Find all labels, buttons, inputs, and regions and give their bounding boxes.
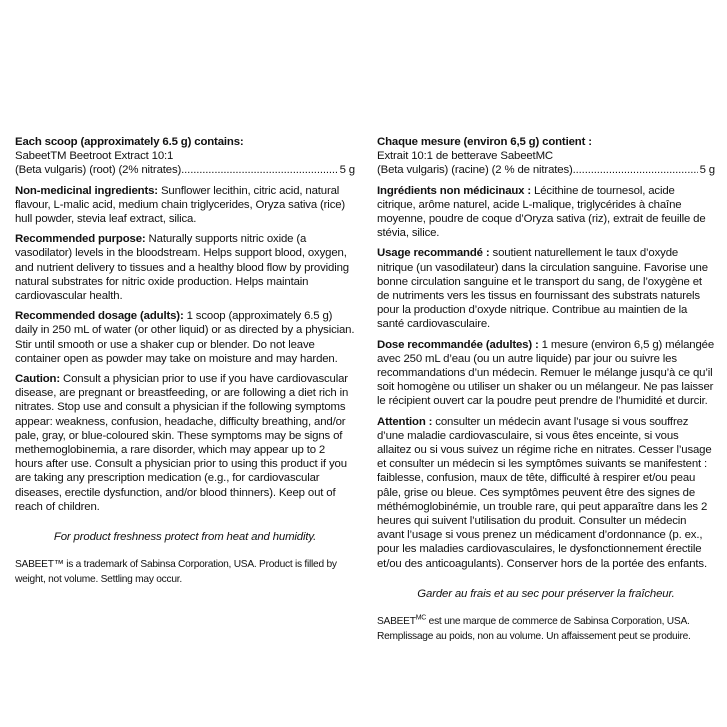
section-label: Recommended dosage (adults): — [15, 310, 184, 323]
ingredient-row — [15, 163, 355, 177]
trademark-text: est une marque de commerce de Sabinsa Corporation, USA. Remplissage au poids, non au volume. Un affaissement peut se produire. — [377, 616, 691, 642]
section-text: Sunflower lecithin, citric acid, natural flavour, L-malic acid, medium chain triglycerides, Oryza sativa (rice) hull powder, stevia leaf extract, silica. — [15, 184, 346, 226]
section-label: Ingrédients non médicinaux : — [377, 184, 532, 197]
trademark-note — [377, 615, 715, 644]
ingredient-source: (Beta vulgaris) (racine) (2 % de nitrates) — [377, 164, 573, 177]
section-label: Usage recommandé : — [377, 247, 490, 260]
non-medicinal-ingredients — [377, 184, 715, 241]
ingredient-name: Extrait 10:1 de betterave SabeetMC — [377, 150, 553, 163]
dot-leader — [573, 163, 698, 177]
dot-leader — [181, 163, 337, 177]
recommended-purpose — [15, 232, 355, 303]
recommended-dosage — [377, 338, 715, 409]
caution — [15, 372, 355, 514]
serving-header: Chaque mesure (environ 6,5 g) contient : — [377, 136, 592, 148]
section-text: Lécithine de tournesol, acide citrique, arôme naturel, acide L-malique, triglycérides à chaîne moyenne, poudre de coque d’Oryza sativa (riz), extrait de feuille de stévia, silice. — [377, 184, 706, 240]
section-label: Recommended purpose: — [15, 233, 146, 246]
ingredient-row — [377, 163, 715, 177]
section-text: soutient naturellement le taux d’oxyde nitrique (un vasodilateur) dans la circulation sanguine. Favorise une bonne circulation sanguine et le transport du sang, de l’oxygène et de nutriments vers les tissus en fournissant des substrats naturels pour la production d’oxyde nitrique. Contribue au maintien de la santé cardiovasculaire. — [377, 247, 708, 331]
section-text: 1 mesure (environ 6,5 g) mélangée avec 250 mL d’eau (ou un autre liquide) par jour ou suivre les recommandations d’un médecin. Remuer le mélange jusqu’à ce qu’il soit homogène ou utiliser un shaker ou un mélangeur. Ne pas laisser le récipient ouvert car la poudre peut prendre de l’humidité et durcir. — [377, 338, 715, 408]
caution — [377, 415, 715, 571]
ingredient-name: SabeetTM Beetroot Extract 10:1 — [15, 150, 174, 163]
trademark-note: SABEET™ is a trademark of Sabinsa Corporation, USA. Product is filled by weight, not volume. Settling may occur. — [15, 559, 337, 585]
serving-header: Each scoop (approximately 6.5 g) contains: — [15, 136, 244, 148]
section-label: Dose recommandée (adultes) : — [377, 338, 539, 351]
english-label-column — [15, 135, 355, 587]
section-text: Consult a physician prior to use if you have cardiovascular disease, are pregnant or breastfeeding, or are following a diet rich in nitrates. Stop use and consult a physician if the following symptoms appear: weakness, confusion, headache, difficulty breathing, and/or pale, gray, or blue-coloured skin. These symptoms may be signs of methemoglobinemia, a rare disorder, which may appear up to 2 hours after use. Consult a physician prior to using this product if you are taking any prescription medication (e.g., for cardiovascular diseases, erectile dysfunction, and/or blood thinners). Keep out of reach of children. — [15, 373, 349, 513]
recommended-dosage — [15, 309, 355, 366]
freshness-tagline: Garder au frais et au sec pour préserver la fraîcheur. — [417, 587, 675, 600]
ingredient-amount: 5 g — [699, 164, 715, 177]
section-text: consulter un médecin avant l’usage si vous souffrez d’une maladie cardiovasculaire, si vous êtes enceinte, si vous allaitez ou si vous suivez un régime riche en nitrates. Cesser l’usage et consulter un médecin si les symptômes suivants se manifestent : faiblesse, confusion, maux de tête, difficulté à respirer et/ou peau pâle, grise ou bleue. Ces symptômes peuvent être des signes de méthémoglobinémie, un trouble rare, qui peut apparaître dans les 2 heures qui suivent l’utilisation du produit. Consulter un médecin avant l’usage si vous prenez un médicament d’ordonnance (p. ex., pour les maladies cardiovasculaires, le dysfonctionnement érectile et/ou des anticoagulants). Conserver hors de la portée des enfants. — [377, 415, 712, 570]
ingredient-amount: 5 g — [339, 164, 355, 177]
french-label-column — [377, 135, 715, 644]
section-label: Attention : — [377, 415, 433, 428]
section-label: Non-medicinal ingredients: — [15, 184, 158, 197]
trademark-brand: SABEET — [377, 616, 416, 628]
non-medicinal-ingredients — [15, 184, 355, 227]
ingredient-source: (Beta vulgaris) (root) (2% nitrates) — [15, 164, 182, 177]
section-text: 1 scoop (approximately 6.5 g) daily in 250 mL of water (or other liquid) or as directed by a physician. Stir until smooth or use a shaker cup or blender. Do not leave container open as powder may take on moisture and may harden. — [15, 310, 355, 365]
freshness-tagline: For product freshness protect from heat and humidity. — [53, 531, 317, 544]
trademark-symbol: MC — [415, 614, 427, 622]
section-text: Naturally supports nitric oxide (a vasodilator) levels in the bloodstream. Helps support blood, oxygen, and nutrient delivery to tissues and a healthy blood flow by providing natural substrates for nitric oxide production. Helps maintain cardiovascular health. — [15, 233, 349, 303]
recommended-purpose — [377, 246, 715, 331]
section-label: Caution: — [15, 373, 60, 386]
